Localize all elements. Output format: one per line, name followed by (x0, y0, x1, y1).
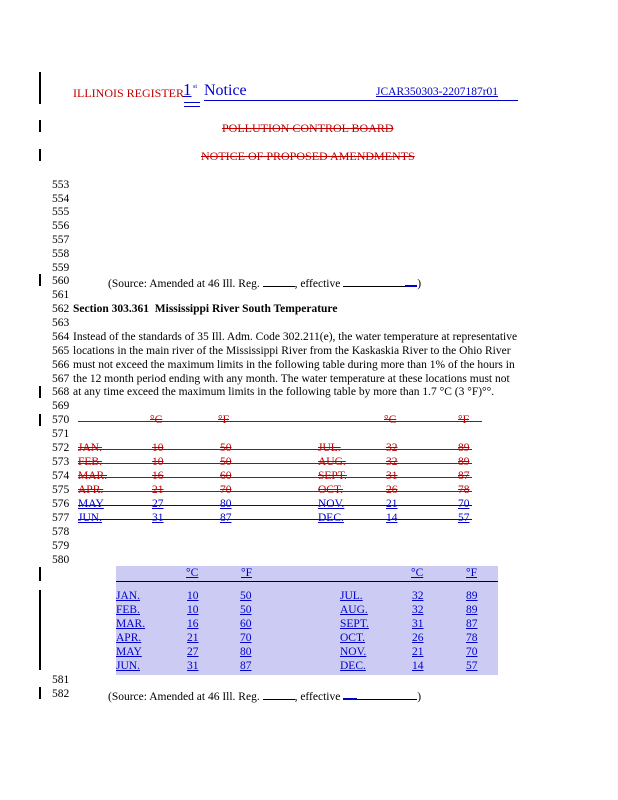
fahrenheit-cell: 87 (458, 470, 470, 482)
line-number: 569 (52, 400, 70, 412)
celsius-cell: 32 (412, 590, 424, 602)
month-cell: JAN. (78, 442, 102, 454)
celsius-cell: 31 (187, 660, 199, 672)
celsius-cell: 21 (152, 484, 164, 496)
celsius-cell: 31 (412, 618, 424, 630)
body-line: Instead of the standards of 35 Ill. Adm. Code 302.211(e), the water temperature at representative (73, 331, 518, 343)
effective-blank (357, 689, 417, 700)
fahrenheit-cell: 89 (466, 590, 478, 602)
change-bar (39, 149, 41, 161)
celsius-cell: 21 (412, 646, 424, 658)
notice-underline (204, 100, 518, 101)
fahrenheit-cell: 70 (458, 498, 470, 510)
row-leader-line (78, 449, 472, 450)
source-close: ) (417, 691, 422, 703)
line-number: 573 (52, 456, 70, 468)
unit-f-header: °F (218, 414, 229, 426)
celsius-cell: 31 (152, 512, 164, 524)
section-heading (73, 303, 337, 315)
month-cell: AUG. (340, 604, 368, 616)
fahrenheit-cell: 78 (466, 632, 478, 644)
line-number: 564 (52, 331, 70, 343)
new-table-shading (116, 566, 498, 675)
fahrenheit-cell: 87 (466, 618, 478, 630)
month-cell: DEC. (318, 512, 344, 524)
fahrenheit-cell: 80 (220, 498, 232, 510)
line-number: 557 (52, 234, 70, 246)
fahrenheit-cell: 87 (240, 660, 252, 672)
unit-f-header: °F (241, 567, 252, 579)
celsius-cell: 26 (386, 484, 398, 496)
month-cell: JUL. (340, 590, 363, 602)
month-cell: JAN. (116, 590, 140, 602)
source-prefix: (Source: Amended at 46 Ill. Reg. (108, 278, 260, 290)
fahrenheit-cell: 70 (240, 632, 252, 644)
month-cell: NOV. (318, 498, 345, 510)
marker-underline-1 (184, 102, 200, 103)
source-line-2 (108, 688, 421, 703)
line-number: 565 (52, 345, 70, 357)
line-number: 555 (52, 206, 70, 218)
month-cell: MAY (116, 646, 142, 658)
line-number: 572 (52, 442, 70, 454)
change-bar (39, 414, 41, 426)
change-bar (39, 567, 41, 581)
celsius-cell: 31 (386, 470, 398, 482)
fahrenheit-cell: 70 (220, 484, 232, 496)
page-marker-superscript: st (193, 84, 198, 90)
change-bar (39, 590, 41, 670)
line-number: 566 (52, 359, 70, 371)
line-number: 581 (52, 674, 70, 686)
celsius-cell: 32 (386, 442, 398, 454)
source-close: ) (417, 278, 422, 290)
fahrenheit-cell: 50 (220, 456, 232, 468)
line-number: 580 (52, 554, 70, 566)
unit-f-header: °F (458, 414, 469, 426)
line-number: 563 (52, 317, 70, 329)
jcar-number: JCAR350303-2207187r01 (376, 86, 499, 98)
celsius-cell: 16 (152, 470, 164, 482)
line-number: 567 (52, 373, 70, 385)
line-number: 568 (52, 386, 70, 398)
celsius-cell: 16 (187, 618, 199, 630)
month-cell: APR. (116, 632, 142, 644)
fahrenheit-cell: 89 (466, 604, 478, 616)
month-cell: OCT. (340, 632, 366, 644)
line-number: 561 (52, 289, 70, 301)
line-number: 562 (52, 303, 70, 315)
strike-line (78, 421, 482, 422)
reg-blank (263, 689, 295, 700)
notice-title: NOTICE OF PROPOSED AMENDMENTS (201, 149, 415, 163)
agency-name: POLLUTION CONTROL BOARD (222, 121, 394, 135)
source-effective: , effective (294, 278, 341, 290)
line-number: 574 (52, 470, 70, 482)
fahrenheit-cell: 89 (458, 442, 470, 454)
month-cell: APR. (78, 484, 104, 496)
row-leader-line (78, 505, 472, 506)
unit-c-header: °C (150, 414, 163, 426)
change-bar (39, 687, 41, 699)
line-number: 559 (52, 262, 70, 274)
celsius-cell: 10 (187, 590, 199, 602)
unit-f-header: °F (466, 567, 477, 579)
row-leader-line (78, 477, 472, 478)
line-number: 582 (52, 688, 70, 700)
row-leader-line (78, 463, 472, 464)
fahrenheit-cell: 60 (220, 470, 232, 482)
page-marker: 1 (183, 80, 192, 99)
source-line-1 (108, 275, 421, 290)
celsius-cell: 32 (386, 456, 398, 468)
celsius-cell: 21 (386, 498, 398, 510)
line-number: 554 (52, 193, 70, 205)
reg-blank (263, 276, 295, 287)
fahrenheit-cell: 50 (220, 442, 232, 454)
line-number: 571 (52, 428, 70, 440)
row-leader-line (78, 519, 472, 520)
section-number: Section 303.361 (73, 303, 150, 315)
line-number: 553 (52, 179, 70, 191)
body-line: the 12 month period ending with any month. The water temperature at these locations must not (73, 373, 510, 385)
header-rule (116, 581, 498, 582)
celsius-cell: 27 (152, 498, 164, 510)
unit-c-header: °C (411, 567, 424, 579)
source-prefix: (Source: Amended at 46 Ill. Reg. (108, 691, 260, 703)
line-number: 558 (52, 248, 70, 260)
celsius-cell: 32 (412, 604, 424, 616)
fahrenheit-cell: 50 (240, 590, 252, 602)
line-number: 579 (52, 540, 70, 552)
month-cell: MAR. (116, 618, 146, 630)
fahrenheit-cell: 70 (466, 646, 478, 658)
month-cell: DEC. (340, 660, 366, 672)
month-cell: JUN. (78, 512, 102, 524)
effective-blank-ins (405, 275, 417, 287)
effective-blank (343, 276, 405, 287)
month-cell: FEB. (78, 456, 102, 468)
row-leader-line (78, 491, 472, 492)
body-line: must not exceed the maximum limits in the following table during more than 1% of the hours in (73, 359, 515, 371)
month-cell: JUL. (318, 442, 341, 454)
month-cell: JUN. (116, 660, 140, 672)
line-number: 560 (52, 275, 70, 287)
month-cell: AUG. (318, 456, 346, 468)
celsius-cell: 14 (386, 512, 398, 524)
month-cell: FEB. (116, 604, 140, 616)
register-name: ILLINOIS REGISTER (73, 86, 184, 100)
month-cell: SEPT. (340, 618, 369, 630)
notice-label: Notice (204, 82, 247, 99)
unit-c-header: °C (384, 414, 397, 426)
fahrenheit-cell: 80 (240, 646, 252, 658)
fahrenheit-cell: 78 (458, 484, 470, 496)
month-cell: MAR. (78, 470, 108, 482)
line-number: 576 (52, 498, 70, 510)
month-cell: OCT. (318, 484, 344, 496)
celsius-cell: 10 (187, 604, 199, 616)
line-number: 556 (52, 220, 70, 232)
month-cell: SEPT. (318, 470, 347, 482)
fahrenheit-cell: 87 (220, 512, 232, 524)
celsius-cell: 14 (412, 660, 424, 672)
fahrenheit-cell: 57 (458, 512, 470, 524)
line-number: 578 (52, 526, 70, 538)
celsius-cell: 26 (412, 632, 424, 644)
source-effective: , effective (294, 691, 341, 703)
change-bar (39, 120, 41, 132)
fahrenheit-cell: 57 (466, 660, 478, 672)
fahrenheit-cell: 50 (240, 604, 252, 616)
change-bar (39, 274, 41, 286)
unit-c-header: °C (186, 567, 199, 579)
body-line: locations in the main river of the Mississippi River from the Kaskaskia River to the Ohio River (73, 345, 511, 357)
celsius-cell: 10 (152, 456, 164, 468)
line-number: 577 (52, 512, 70, 524)
fahrenheit-cell: 89 (458, 456, 470, 468)
month-cell: NOV. (340, 646, 367, 658)
celsius-cell: 21 (187, 632, 199, 644)
section-title: Mississippi River South Temperature (154, 303, 338, 315)
effective-blank-ins (343, 688, 357, 700)
fahrenheit-cell: 60 (240, 618, 252, 630)
marker-underline-2 (184, 106, 200, 107)
month-cell: MAY (78, 498, 104, 510)
change-bar (39, 386, 41, 398)
change-bar (39, 72, 41, 104)
line-number: 570 (52, 414, 70, 426)
body-line: at any time exceed the maximum limits in the following table by more than 1.7 °C (3 °F)°°. (73, 386, 495, 398)
celsius-cell: 27 (187, 646, 199, 658)
celsius-cell: 10 (152, 442, 164, 454)
line-number: 575 (52, 484, 70, 496)
